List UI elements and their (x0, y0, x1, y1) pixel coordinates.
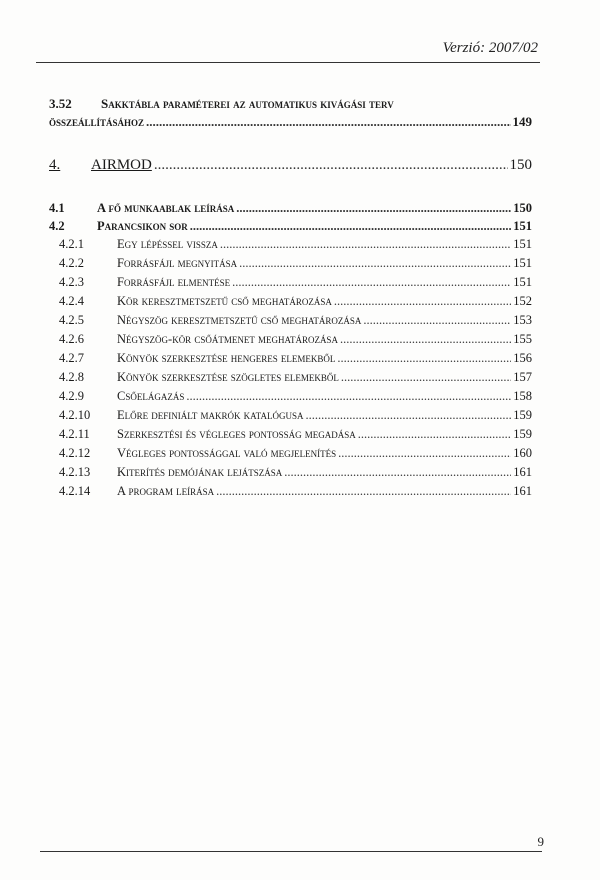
toc-page: 159 (513, 427, 532, 441)
leader-dots (341, 370, 511, 385)
toc-page: 151 (513, 219, 532, 233)
toc-number: 4.2.14 (59, 484, 91, 498)
toc-entry-4-2-10[interactable] (59, 408, 532, 423)
toc-page: 159 (513, 408, 532, 422)
leader-dots (239, 256, 511, 271)
version-header: Verzió: 2007/02 (442, 40, 538, 56)
toc-number: 4.2.7 (59, 351, 84, 365)
toc-number: 4.2.4 (59, 294, 84, 308)
toc-title: A fő munkaablak leírása (97, 201, 235, 215)
toc-entry-4-2-13[interactable] (59, 465, 532, 480)
toc-entry-4-2-14[interactable] (59, 484, 532, 499)
leader-dots (338, 446, 511, 461)
toc-title: Szerkesztési és végleges pontosság megadása (117, 427, 356, 441)
toc-page: 152 (513, 294, 532, 308)
toc-page: 151 (513, 275, 532, 289)
toc-title: összeállításához (49, 114, 145, 129)
header-rule (36, 62, 540, 63)
leader-dots (334, 294, 511, 309)
leader-dots (216, 484, 511, 499)
toc-title: Négyszög keresztmetszetű cső meghatározása (117, 313, 362, 327)
toc-title: Csőelágazás (117, 389, 185, 403)
toc-page: 151 (513, 237, 532, 251)
leader-dots (186, 389, 511, 404)
toc-entry-4-2-1[interactable] (59, 237, 532, 252)
toc-page: 156 (513, 351, 532, 365)
leader-dots (363, 313, 511, 328)
toc-title: Forrásfájl megnyitása (117, 256, 238, 270)
leader-dots (358, 427, 511, 442)
toc-entry-4-1[interactable] (49, 201, 532, 216)
toc-number: 4.2.6 (59, 332, 84, 346)
toc-number: 4.1 (49, 201, 65, 215)
toc-number: 3.52 (49, 96, 72, 111)
toc-entry-4-2-9[interactable] (59, 389, 532, 404)
toc-title: Parancsikon sor (97, 219, 188, 233)
toc-page: 149 (512, 114, 532, 129)
toc-number: 4.2.9 (59, 389, 84, 403)
toc-title: Négyszög-kör csőátmenet meghatározása (117, 332, 338, 346)
leader-dots (154, 157, 508, 174)
toc-page: 153 (513, 313, 532, 327)
toc-number: 4.2.10 (59, 408, 91, 422)
toc-page: 161 (513, 465, 532, 479)
leader-dots (220, 237, 511, 252)
toc-entry-4-2-4[interactable] (59, 294, 532, 309)
toc-entry-chapter-4[interactable] (49, 157, 532, 174)
toc-title: Sakktábla paraméterei az automatikus kivágási terv (101, 96, 394, 111)
toc-entry-4-2-5[interactable] (59, 313, 532, 328)
leader-dots (190, 219, 511, 234)
toc-number: 4.2.2 (59, 256, 84, 270)
toc-entry-4-2-3[interactable] (59, 275, 532, 290)
toc-title: Kiterítés demójának lejátszása (117, 465, 283, 479)
leader-dots (337, 351, 511, 366)
toc-number: 4.2.8 (59, 370, 84, 384)
toc-number: 4.2.1 (59, 237, 84, 251)
toc-number: 4.2.13 (59, 465, 91, 479)
toc-page: 155 (513, 332, 532, 346)
toc-entry-4-2-12[interactable] (59, 446, 532, 461)
footer-rule (40, 851, 542, 852)
toc-title: Egy lépéssel vissza (117, 237, 218, 251)
toc-entry-4-2-2[interactable] (59, 256, 532, 271)
toc-number: 4.2 (49, 219, 65, 233)
leader-dots (305, 408, 511, 423)
toc-page: 150 (513, 201, 532, 215)
page-number: 9 (537, 834, 544, 849)
toc-title: Előre definiált makrók katalógusa (117, 408, 304, 422)
toc-entry-4-2-8[interactable] (59, 370, 532, 385)
leader-dots (236, 201, 511, 216)
toc-page: 160 (513, 446, 532, 460)
leader-dots (284, 465, 511, 480)
toc-number: 4.2.5 (59, 313, 84, 327)
leader-dots (146, 114, 510, 130)
toc-page: 158 (513, 389, 532, 403)
toc-entry-3-52-line2[interactable] (49, 114, 532, 130)
toc-title: Forrásfájl elmentése (117, 275, 231, 289)
toc-page: 157 (513, 370, 532, 384)
toc-number: 4.2.12 (59, 446, 91, 460)
toc-entry-4-2-6[interactable] (59, 332, 532, 347)
toc-number: 4. (49, 157, 61, 173)
toc-entry-4-2[interactable] (49, 219, 532, 234)
toc-number: 4.2.11 (59, 427, 90, 441)
leader-dots (232, 275, 511, 290)
toc-number: 4.2.3 (59, 275, 84, 289)
toc-title: AIRMOD (91, 157, 152, 173)
toc-title: Könyök szerkesztése szögletes elemekből (117, 370, 339, 384)
toc-entry-4-2-7[interactable] (59, 351, 532, 366)
toc-title: Kör keresztmetszetű cső meghatározása (117, 294, 332, 308)
toc-title: Végleges pontossággal való megjelenítés (117, 446, 337, 460)
leader-dots (340, 332, 511, 347)
toc-title: A program leírása (117, 484, 215, 498)
toc-page: 150 (509, 157, 532, 173)
toc-entry-4-2-11[interactable] (59, 427, 532, 442)
toc-page: 151 (513, 256, 532, 270)
toc-entry-3-52-line1 (49, 96, 394, 112)
toc-page: 161 (513, 484, 532, 498)
toc-title: Könyök szerkesztése hengeres elemekből (117, 351, 336, 365)
